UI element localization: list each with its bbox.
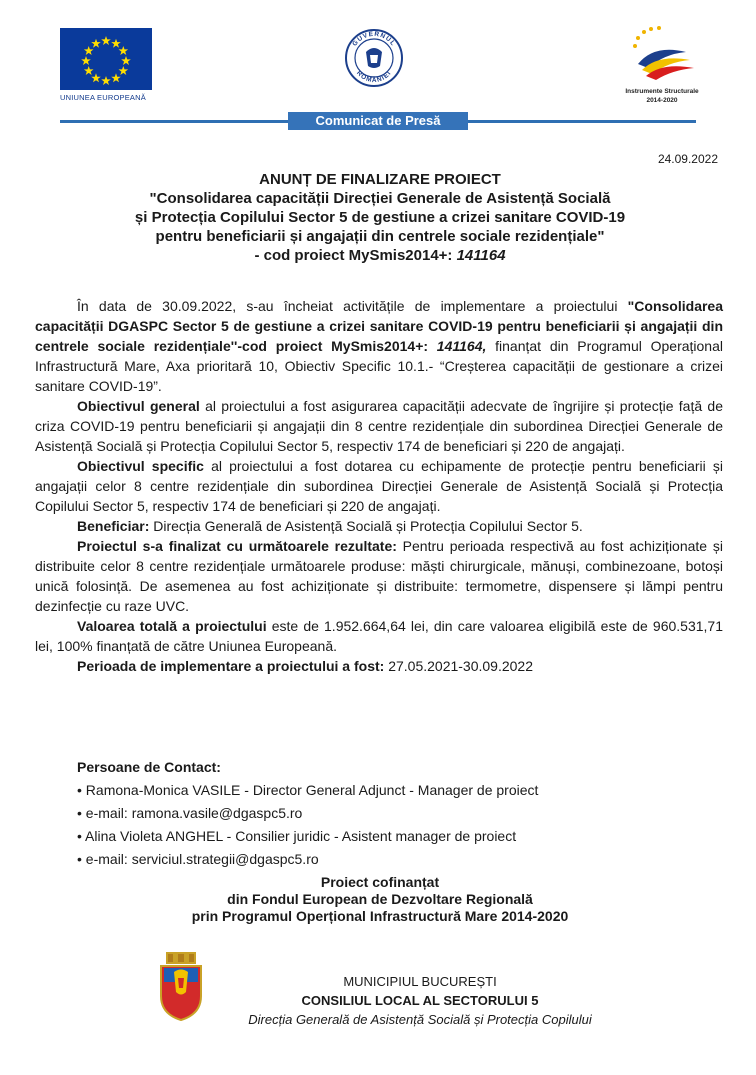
announcement-title — [60, 170, 700, 265]
beneficiary-text: Direcția Generală de Asistență Socială și Protecția Copilului Sector 5. — [149, 518, 583, 534]
paragraph-results — [35, 536, 723, 616]
general-objective-text: al proiectului a fost asigurarea capacității adecvate de îngrijire și protecție față de criza COVID-19 pentru beneficiarii și angajații din 8 centre rezidențiale din subordinea Direcției Generale de Asistență Socială și Protecția Copilului Sector 5, respectiv 174 de beneficiari și 220 de angajați. — [35, 398, 724, 454]
press-release-bar — [0, 110, 756, 132]
results-text: Pentru perioada respectivă au fost achiziționate și distribuite celor 8 centre rezidențiale următoarele produse: măști chirurgicale, mănuși, combinezoane, botoși unică folosință. De asemenea au fost achiziționate și distribuite: termometre, dispensere și lămpi pentru dezinfecție cu raze UVC. — [35, 538, 723, 614]
paragraph-specific-objective — [35, 456, 723, 516]
funding-text: finanțat din Programul Operațional Infrastructură Mare, Axa prioritară 10, Obiectiv Specific 10.1.- “Creșterea capacității de gestionare a crizei sanitare COVID-19”. — [35, 338, 723, 394]
contact-item: • e-mail: ramona.vasile@dgaspc5.ro — [77, 805, 303, 821]
specific-objective-text: al proiectului a fost dotarea cu echipamente de protecție pentru beneficiarii și angajații celor 8 centre rezidențiale din subordinea Direcției Generale de Asistență Socială și Protecția Copilului Sector 5, respectiv 174 de beneficiari și 220 de angajați. — [35, 458, 723, 514]
municipality-block — [200, 972, 640, 1029]
intro-text: În data de 30.09.2022, s-au încheiat activitățile de implementare a proiectului — [77, 298, 628, 314]
paragraph-period — [35, 656, 723, 676]
structural-instruments-logo — [614, 24, 710, 105]
title-project-code: 141164 — [456, 247, 506, 264]
title-line-1: ANUNȚ DE FINALIZARE PROIECT — [259, 171, 501, 188]
paragraph-intro — [35, 296, 723, 396]
svg-text:GUVERNUL: GUVERNUL — [351, 30, 397, 48]
page-header — [0, 0, 756, 110]
contacts-heading: Persoane de Contact: — [77, 759, 221, 775]
eu-flag-icon — [60, 28, 152, 90]
structural-instruments-icon — [624, 24, 700, 82]
value-label: Valoarea totală a proiectului — [77, 618, 267, 634]
title-line-2: "Consolidarea capacității Direcției Generale de Asistență Socială — [149, 190, 611, 207]
title-line-3: și Protecția Copilului Sector 5 de gestiune a crizei sanitare COVID-19 — [134, 209, 626, 226]
value-text: este de 1.952.664,64 lei, din care valoarea eligibilă este de 960.531,71 lei, 100% finanțată de către Uniunea Europeană. — [35, 618, 724, 654]
specific-objective-label: Obiectivul specific — [77, 458, 204, 474]
contacts-section — [77, 756, 717, 871]
paragraph-general-objective — [35, 396, 723, 456]
project-code: 141164, — [436, 338, 487, 354]
cofinancing-line-3: prin Programul Operțional Infrastructură Mare 2014-2020 — [191, 908, 569, 924]
eu-logo — [60, 28, 154, 102]
svg-text:ROMÂNIEI: ROMÂNIEI — [355, 69, 393, 85]
title-line-4: pentru beneficiarii și angajații din centrele sociale rezidențiale" — [155, 228, 605, 245]
contact-item: • e-mail: serviciul.strategii@dgaspc5.ro — [77, 851, 319, 867]
directorate-name: Direcția Generală de Asistență Socială și Protecția Copilului — [248, 1012, 592, 1027]
title-code-prefix: - cod proiect MySmis2014+: — [254, 247, 457, 264]
period-text: 27.05.2021-30.09.2022 — [384, 658, 534, 674]
cofinancing-statement — [60, 874, 700, 925]
press-release-label: Comunicat de Presă — [288, 112, 468, 130]
municipality-name: MUNICIPIUL BUCUREȘTI — [343, 974, 497, 989]
bucharest-crest-icon — [156, 952, 206, 1022]
paragraph-value — [35, 616, 723, 656]
general-objective-label: Obiectivul general — [77, 398, 200, 414]
government-seal-icon — [344, 28, 404, 88]
contact-item: • Ramona-Monica VASILE - Director General Adjunct - Manager de proiect — [77, 782, 539, 798]
period-label: Perioada de implementare a proiectului a fost: — [77, 658, 385, 674]
cofinancing-line-1: Proiect cofinanțat — [320, 874, 440, 890]
eu-caption: UNIUNEA EUROPEANĂ — [60, 93, 146, 102]
paragraph-beneficiary — [35, 516, 723, 536]
title-line-5 — [60, 246, 700, 265]
is-caption-line1: Instrumente Structurale — [625, 88, 699, 95]
announcement-body — [35, 296, 723, 676]
cofinancing-line-2: din Fondul European de Dezvoltare Regională — [227, 891, 533, 907]
beneficiary-label: Beneficiar: — [77, 518, 150, 534]
local-council-name: CONSILIUL LOCAL AL SECTORULUI 5 — [301, 993, 539, 1008]
project-name: "Consolidarea capacității DGASPC Sector 5 de gestiune a crizei sanitare COVID-19 pentru beneficiarii și angajații din centrele sociale rezidențiale''-cod proiect MySmis2014+: — [35, 298, 723, 354]
is-caption-line2: 2014-2020 — [646, 97, 678, 104]
contact-item: • Alina Violeta ANGHEL - Consilier juridic - Asistent manager de proiect — [77, 828, 517, 844]
announcement-date: 24.09.2022 — [657, 152, 718, 166]
results-label: Proiectul s-a finalizat cu următoarele rezultate: — [77, 538, 397, 554]
